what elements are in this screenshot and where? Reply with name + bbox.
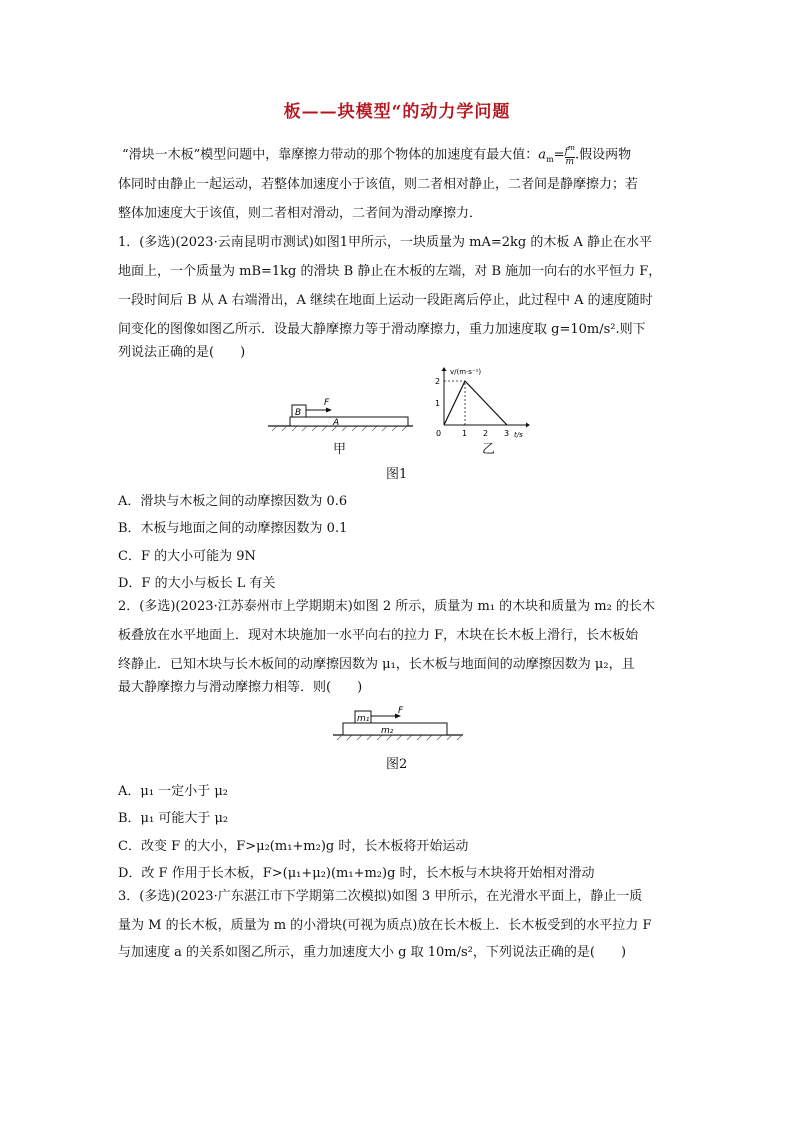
q2-line-3: 终静止．已知木块与长木板间的动摩擦因数为 μ₁，长木板与地面间的动摩擦因数为 μ₂，且	[118, 657, 635, 672]
y-axis-arrow	[442, 367, 447, 371]
fig2-caption: 图2	[386, 757, 408, 772]
q1-line-1: 1．(多选)(2023·云南昆明市测试)如图1甲所示，一块质量为 mA=2kg 的木板 A 静止在水平	[118, 235, 653, 250]
formula-a: a	[538, 147, 547, 163]
x-tick-label-1: 1	[462, 429, 468, 438]
page-title: 板——块模型“的动力学问题	[283, 102, 511, 122]
x-tick-label-2: 2	[483, 429, 489, 438]
x-tick-label-0: 0	[436, 429, 442, 438]
q1-option-b[interactable]: B．木板与地面之间的动摩擦因数为 0.1	[118, 521, 348, 536]
q1-line-4: 间变化的图像如图乙所示．设最大静摩擦力等于滑动摩擦力，重力加速度取 g=10m/s².则下	[118, 322, 646, 337]
formula-eq: =	[553, 147, 565, 163]
figure-2	[333, 705, 463, 747]
q1-option-c[interactable]: C．F 的大小可能为 9N	[118, 549, 256, 564]
q1-line-5: 列说法正确的是( )	[118, 345, 246, 360]
fig1-yi-label: 乙	[482, 442, 496, 457]
figure-1-yi-graph	[430, 365, 530, 450]
q2-option-d[interactable]: D．改 F 作用于长木板，F>(μ₁+μ₂)(m₁+m₂)g 时，长木板与木块将开始相对滑动	[118, 866, 595, 881]
y-tick-label-2: 2	[435, 377, 441, 386]
intro-line-1-end: .假设两物	[575, 147, 632, 163]
force-arrow-head	[326, 408, 332, 413]
board-m2	[343, 723, 447, 735]
fig1-jia-label: 甲	[333, 442, 347, 457]
series-segment-0	[444, 381, 465, 425]
block-B-label: B	[295, 408, 302, 418]
intro-line-2: 体同时由静止一起运动，若整体加速度小于该值，则二者相对静止，二者间是静摩擦力；若	[118, 177, 639, 192]
block-m1-label: m₁	[357, 714, 370, 724]
y-axis-label: v/(m·s⁻¹)	[450, 368, 482, 376]
frac-den: m	[565, 157, 575, 167]
force-F-label: F	[398, 706, 404, 716]
ground-hatch	[272, 426, 407, 431]
intro-line-1	[122, 143, 692, 168]
board-A-label: A	[333, 418, 340, 428]
intro-line-3: 整体加速度大于该值，则二者相对滑动，二者间为滑动摩擦力．	[118, 206, 483, 221]
q1-line-3: 一段时间后 B 从 A 右端滑出，A 继续在地面上运动一段距离后停止，此过程中 A 的速度随时	[118, 293, 653, 308]
frac-num-sup: m	[567, 143, 576, 152]
frac-num: f	[564, 147, 568, 157]
x-axis-arrow	[526, 423, 530, 428]
q2-line-2: 板叠放在水平地面上．现对木块施加一水平向右的拉力 F，木块在长木板上滑行，长木板始	[118, 628, 639, 643]
q2-line-4: 最大静摩擦力与滑动摩擦力相等．则( )	[118, 680, 363, 695]
fig1-caption: 图1	[386, 467, 408, 482]
x-axis-label: t/s	[514, 431, 523, 439]
board-m2-label: m₂	[381, 726, 394, 736]
force-F-label: F	[324, 398, 330, 408]
q2-option-c[interactable]: C．改变 F 的大小，F>μ₂(m₁+m₂)g 时，长木板将开始运动	[118, 839, 469, 854]
q3-line-1: 3．(多选)(2023·广东湛江市下学期第二次模拟)如图 3 甲所示，在光滑水平面上，静止一质	[118, 889, 643, 904]
ground-hatch	[337, 735, 462, 740]
q1-option-d[interactable]: D．F 的大小与板长 L 有关	[118, 576, 276, 591]
x-tick-label-3: 3	[504, 429, 510, 438]
q2-option-a[interactable]: A．μ₁ 一定小于 μ₂	[118, 784, 228, 799]
q3-line-2: 量为 M 的长木板，质量为 m 的小滑块(可视为质点)放在长木板上．长木板受到的水平拉力 F	[118, 918, 652, 933]
q2-line-1: 2．(多选)(2023·江苏泰州市上学期期末)如图 2 所示，质量为 m₁ 的木块和质量为 m₂ 的长木	[118, 599, 655, 614]
q2-option-b[interactable]: B．μ₁ 可能大于 μ₂	[118, 811, 229, 826]
q1-option-a[interactable]: A．滑块与木板之间的动摩擦因数为 0.6	[118, 494, 348, 509]
board-A	[290, 417, 408, 426]
formula-a-sub: m	[546, 155, 554, 165]
q3-line-3: 与加速度 a 的关系如图乙所示，重力加速度大小 g 取 10m/s²，下列说法正确的是( )	[118, 945, 627, 960]
formula-fraction	[565, 143, 575, 167]
q1-line-2: 地面上，一个质量为 mB=1kg 的滑块 B 静止在木板的左端，对 B 施加一向右的水平恒力 F，	[118, 264, 662, 279]
series-segment-1	[465, 381, 507, 425]
y-tick-label-1: 1	[435, 399, 441, 408]
intro-line-1-text: “滑块一木板”模型问题中，靠摩擦力带动的那个物体的加速度有最大值：	[122, 147, 539, 163]
